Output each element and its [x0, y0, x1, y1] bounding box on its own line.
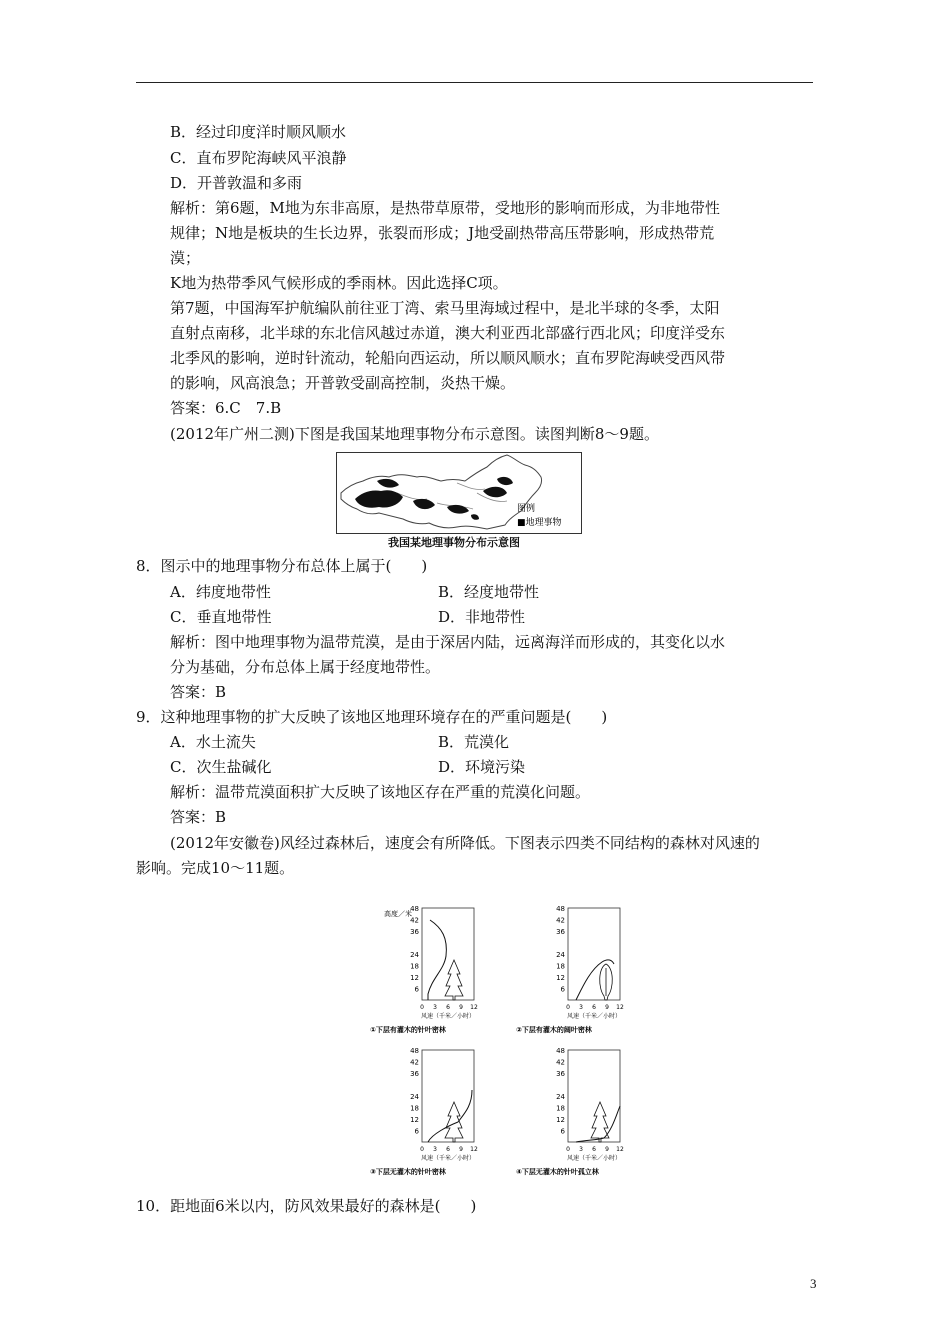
- text-line: C．次生盐碱化: [170, 758, 272, 776]
- y-tick-label: 42: [410, 1058, 419, 1067]
- y-tick-label: 6: [560, 985, 565, 994]
- desert-patch: [413, 499, 435, 509]
- x-tick-label: 3: [433, 1004, 437, 1011]
- text-line: D．开普敦温和多雨: [170, 174, 303, 192]
- text-line: 解析：第6题，M地为东非高原，是热带草原带，受地形的影响而形成，为非地带性: [170, 199, 720, 217]
- y-tick-label: 36: [556, 1070, 565, 1078]
- text-line: C．直布罗陀海峡风平浪静: [170, 149, 347, 167]
- y-tick-label: 24: [410, 1093, 419, 1101]
- x-tick-label: 6: [446, 1146, 450, 1153]
- x-tick-label: 12: [470, 1004, 478, 1011]
- x-tick-label: 12: [616, 1004, 624, 1011]
- y-tick-label: 6: [414, 1127, 419, 1136]
- x-axis-label: 风速（千米／小时）: [566, 1013, 622, 1020]
- wind-profile-curve: [428, 920, 446, 1000]
- text-line: 解析：图中地理事物为温带荒漠，是由于深居内陆，远离海洋而形成的，其变化以水: [170, 633, 726, 651]
- x-tick-label: 12: [470, 1146, 478, 1153]
- wind-chart-1: [366, 902, 476, 1038]
- y-tick-label: 36: [556, 928, 565, 936]
- x-tick-label: 6: [592, 1146, 596, 1153]
- y-tick-label: 12: [556, 1116, 565, 1124]
- x-axis-label: 风速（千米／小时）: [566, 1155, 622, 1162]
- chart-caption: ④下层无灌木的针叶孤立林: [516, 1168, 599, 1176]
- text-line: A．纬度地带性: [170, 583, 271, 601]
- text-line: B．经过印度洋时顺风顺水: [170, 123, 347, 141]
- text-line: A．水土流失: [170, 733, 256, 751]
- desert-patch: [377, 479, 399, 488]
- text-line: D．非地带性: [438, 608, 526, 626]
- desert-patch: [483, 487, 507, 498]
- tree-icon: [445, 1102, 463, 1142]
- text-line: 北季风的影响，逆时针流动，轮船向西运动，所以顺风顺水；直布罗陀海峡受西风带: [170, 349, 726, 367]
- y-tick-label: 12: [410, 1116, 419, 1124]
- y-tick-label: 12: [410, 974, 419, 982]
- desert-patch: [447, 505, 469, 514]
- text-line: 答案：B: [170, 808, 227, 826]
- y-tick-label: 24: [556, 1093, 565, 1101]
- desert-patch: [497, 477, 513, 485]
- text-line: B．荒漠化: [438, 733, 510, 751]
- y-tick-label: 24: [410, 951, 419, 959]
- text-line: 第7题，中国海军护航编队前往亚丁湾、索马里海域过程中，是北半球的冬季，太阳: [170, 299, 720, 317]
- text-line: (2012年广州二测)下图是我国某地理事物分布示意图。读图判断8～9题。: [170, 425, 659, 443]
- x-tick-label: 0: [420, 1004, 424, 1011]
- y-tick-label: 18: [556, 962, 565, 971]
- y-tick-label: 36: [410, 1070, 419, 1078]
- y-tick-label: 24: [556, 951, 565, 959]
- x-tick-label: 6: [592, 1004, 596, 1011]
- y-tick-label: 6: [560, 1127, 565, 1136]
- page-number: 3: [810, 1276, 817, 1291]
- wind-chart-4: [512, 1044, 622, 1180]
- text-line: 漠；: [170, 249, 201, 267]
- x-tick-label: 3: [579, 1004, 583, 1011]
- text-line: 分为基础，分布总体上属于经度地带性。: [170, 658, 441, 676]
- y-tick-label: 18: [410, 1104, 419, 1113]
- x-tick-label: 9: [459, 1146, 463, 1153]
- text-line: 解析：温带荒漠面积扩大反映了该地区存在严重的荒漠化问题。: [170, 783, 591, 801]
- text-line: 10．距地面6米以内，防风效果最好的森林是( ): [136, 1197, 477, 1215]
- x-tick-label: 0: [566, 1146, 570, 1153]
- text-line: 直射点南移，北半球的东北信风越过赤道，澳大利亚西北部盛行西北风；印度洋受东: [170, 324, 726, 342]
- chart-caption: ②下层有灌木的阔叶密林: [516, 1026, 592, 1034]
- text-line: B．经度地带性: [438, 583, 540, 601]
- wind-chart-2: [512, 902, 622, 1038]
- tree-icon: [445, 960, 463, 1000]
- text-line: 影响。完成10～11题。: [136, 859, 295, 877]
- x-tick-label: 3: [579, 1146, 583, 1153]
- x-tick-label: 0: [566, 1004, 570, 1011]
- text-line: C．垂直地带性: [170, 608, 272, 626]
- y-tick-label: 6: [414, 985, 419, 994]
- china-map-outline: [337, 453, 581, 533]
- x-tick-label: 0: [420, 1146, 424, 1153]
- y-tick-label: 48: [556, 1047, 565, 1055]
- x-axis-label: 风速（千米／小时）: [420, 1155, 476, 1162]
- x-tick-label: 6: [446, 1004, 450, 1011]
- desert-patch: [355, 490, 403, 507]
- text-line: (2012年安徽卷)风经过森林后，速度会有所降低。下图表示四类不同结构的森林对风速的: [170, 834, 760, 852]
- y-tick-label: 12: [556, 974, 565, 982]
- map-caption: 我国某地理事物分布示意图: [388, 536, 520, 549]
- wind-profile-curve: [576, 1106, 620, 1142]
- x-axis-label: 风速（千米／小时）: [420, 1013, 476, 1020]
- text-line: 答案：6.C 7.B: [170, 399, 282, 417]
- header-rule: [136, 82, 813, 83]
- legend-title: 图例: [517, 504, 536, 514]
- chart-caption: ①下层有灌木的针叶密林: [370, 1026, 446, 1034]
- text-line: 答案：B: [170, 683, 227, 701]
- x-tick-label: 12: [616, 1146, 624, 1153]
- text-line: 9．这种地理事物的扩大反映了该地区地理环境存在的严重问题是( ): [136, 708, 608, 726]
- y-tick-label: 48: [410, 905, 419, 913]
- text-line: D．环境污染: [438, 758, 526, 776]
- y-tick-label: 48: [556, 905, 565, 913]
- x-tick-label: 9: [459, 1004, 463, 1011]
- y-tick-label: 42: [410, 916, 419, 925]
- legend-item: ■地理事物: [517, 518, 562, 528]
- text-line: 规律；N地是板块的生长边界，张裂而形成；J地受副热带高压带影响，形成热带荒: [170, 224, 715, 242]
- china-map-figure: [336, 452, 582, 534]
- desert-patch: [471, 514, 479, 520]
- text-line: 的影响，风高浪急；开普敦受副高控制，炎热干燥。: [170, 374, 516, 392]
- y-tick-label: 18: [556, 1104, 565, 1113]
- y-tick-label: 36: [410, 928, 419, 936]
- y-tick-label: 48: [410, 1047, 419, 1055]
- text-line: K地为热带季风气候形成的季雨林。因此选择C项。: [170, 274, 508, 292]
- x-tick-label: 3: [433, 1146, 437, 1153]
- y-tick-label: 18: [410, 962, 419, 971]
- wind-chart-3: [366, 1044, 476, 1180]
- y-tick-label: 42: [556, 1058, 565, 1067]
- text-line: 8．图示中的地理事物分布总体上属于( ): [136, 557, 428, 575]
- tree-icon: [600, 964, 613, 1000]
- y-axis-label: 高度／米: [384, 910, 412, 918]
- y-tick-label: 42: [556, 916, 565, 925]
- x-tick-label: 9: [605, 1004, 609, 1011]
- x-tick-label: 9: [605, 1146, 609, 1153]
- chart-caption: ③下层无灌木的针叶密林: [370, 1168, 446, 1176]
